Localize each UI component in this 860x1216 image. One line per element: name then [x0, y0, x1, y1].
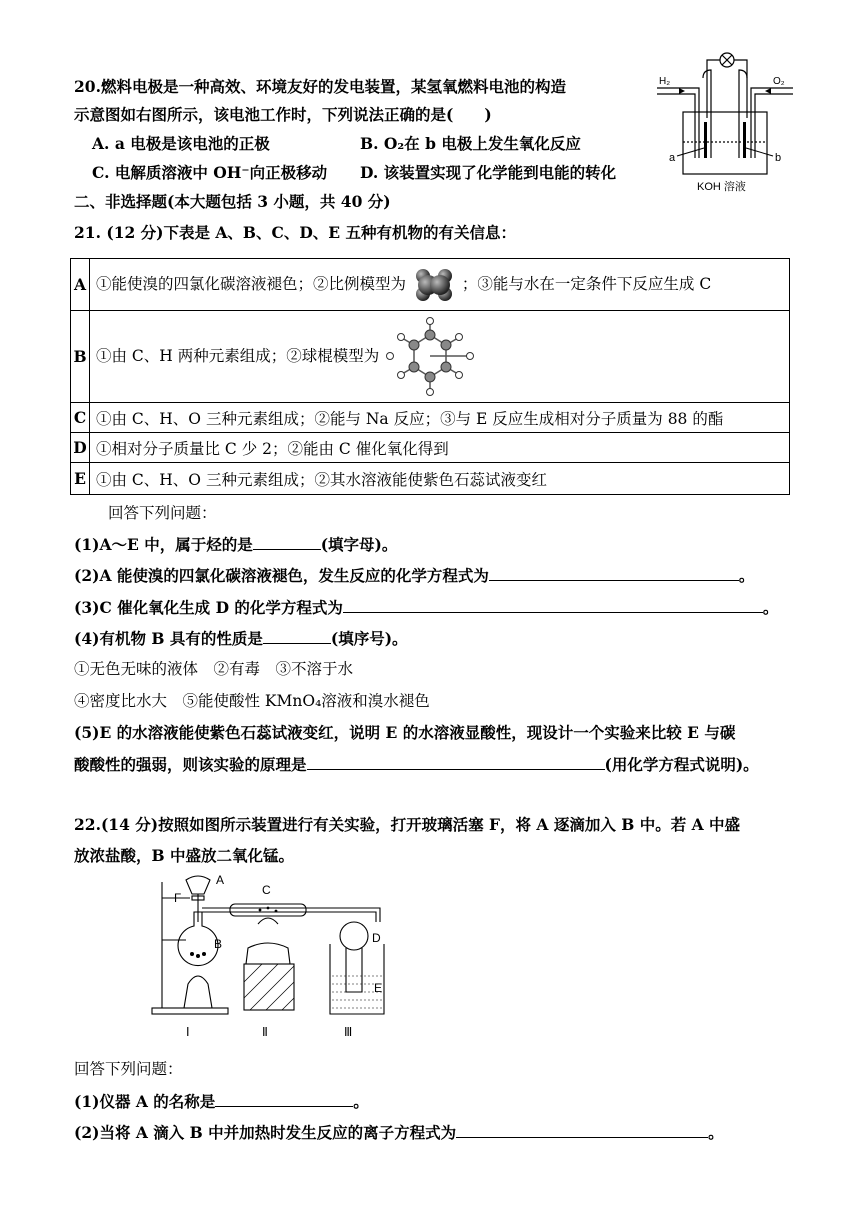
answer-blank[interactable] — [215, 1090, 353, 1107]
q20-option-b: B. O₂在 b 电极上发生氧化反应 — [360, 134, 581, 153]
q20-stem-line2: 示意图如右图所示，该电池工作时，下列说法正确的是( ) — [74, 105, 492, 124]
table-row — [71, 259, 790, 311]
q21-part4: (4)有机物 B 具有的性质是 (填序号)。 — [74, 629, 408, 648]
q22-answer-prompt: 回答下列问题： — [74, 1060, 183, 1078]
space-filling-model-icon — [411, 268, 457, 302]
fuel-cell-diagram — [655, 48, 795, 198]
answer-blank[interactable] — [456, 1121, 708, 1138]
organic-info-table — [70, 258, 790, 495]
row-key: C — [71, 403, 90, 433]
q21-intro: 21. (12 分)下表是 A、B、C、D、E 五种有机物的有关信息： — [74, 223, 517, 242]
row-key: E — [71, 463, 90, 495]
q21-part4-options-1: ①无色无味的液体 ②有毒 ③不溶于水 — [74, 660, 354, 678]
koh-solution-label: KOH 溶液 — [697, 181, 746, 193]
q21-answer-prompt: 回答下列问题： — [108, 504, 217, 522]
row-text: ①由 C、H 两种元素组成；②球棍模型为 — [90, 311, 790, 403]
label-d: D — [372, 931, 381, 945]
q20-stem-line1: 20.燃料电极是一种高效、环境友好的发电装置，某氢氧燃料电池的构造 — [74, 77, 566, 96]
q21-part5-line2: 酸酸性的强弱，则该实验的原理是 (用化学方程式说明)。 — [74, 755, 759, 774]
answer-blank[interactable] — [307, 753, 605, 770]
q20-option-a: A. a 电极是该电池的正极 — [92, 134, 270, 153]
row-key: B — [71, 311, 90, 403]
o2-label: O₂ — [773, 76, 785, 87]
row-text: ①相对分子质量比 C 少 2；②能由 C 催化氧化得到 — [90, 433, 790, 463]
q21-part5-line1: (5)E 的水溶液能使紫色石蕊试液变红，说明 E 的水溶液显酸性，现设计一个实验来比较 E 与碳 — [74, 723, 736, 742]
q20-option-c: C. 电解质溶液中 OH⁻向正极移动 — [92, 163, 328, 182]
table-row — [71, 433, 790, 463]
ball-stick-model-icon — [384, 316, 476, 398]
electrode-a-label: a — [669, 152, 676, 164]
label-a: A — [216, 873, 225, 887]
row-key: A — [71, 259, 90, 311]
answer-blank[interactable] — [263, 627, 331, 644]
row-text: ①由 C、H、O 三种元素组成；②其水溶液能使紫色石蕊试液变红 — [90, 463, 790, 495]
apparatus-diagram — [150, 872, 400, 1052]
q22-stem-line2: 放浓盐酸，B 中盛放二氧化锰。 — [74, 846, 294, 865]
q21-part2: (2)A 能使溴的四氯化碳溶液褪色，发生反应的化学方程式为 。 — [74, 566, 755, 585]
table-row — [71, 463, 790, 495]
answer-blank[interactable] — [343, 596, 763, 613]
answer-blank[interactable] — [253, 533, 321, 550]
label-stage-3: Ⅲ — [344, 1025, 353, 1039]
label-stage-2: Ⅱ — [262, 1025, 268, 1039]
q20-option-d: D. 该装置实现了化学能到电能的转化 — [360, 163, 617, 182]
label-e: E — [374, 981, 383, 995]
electrode-b-label: b — [775, 152, 782, 164]
table-row — [71, 403, 790, 433]
q22-part2: (2)当将 A 滴入 B 中并加热时发生反应的离子方程式为 。 — [74, 1123, 724, 1142]
table-row — [71, 311, 790, 403]
q22-stem-line1: 22.(14 分)按照如图所示装置进行有关实验，打开玻璃活塞 F，将 A 逐滴加入 B 中。若 A 中盛 — [74, 815, 741, 834]
label-f: F — [174, 891, 182, 905]
q22-part1: (1)仪器 A 的名称是 。 — [74, 1092, 369, 1111]
section-heading: 二、非选择题(本大题包括 3 小题，共 40 分) — [74, 192, 391, 211]
row-text: ①由 C、H、O 三种元素组成；②能与 Na 反应；③与 E 反应生成相对分子质量为 88 的酯 — [90, 403, 790, 433]
q21-part4-options-2: ④密度比水大 ⑤能使酸性 KMnO₄溶液和溴水褪色 — [74, 692, 430, 710]
row-text: ①能使溴的四氯化碳溶液褪色；②比例模型为 ；③能与水在一定条件下反应生成 C — [90, 259, 790, 311]
h2-label: H₂ — [659, 76, 671, 87]
label-stage-1: Ⅰ — [186, 1025, 190, 1039]
row-key: D — [71, 433, 90, 463]
answer-blank[interactable] — [489, 564, 739, 581]
q21-part1: (1)A～E 中，属于烃的是 (填字母)。 — [74, 535, 398, 554]
label-c: C — [262, 883, 271, 897]
q21-part3: (3)C 催化氧化生成 D 的化学方程式为 。 — [74, 598, 779, 617]
label-b: B — [214, 937, 223, 951]
